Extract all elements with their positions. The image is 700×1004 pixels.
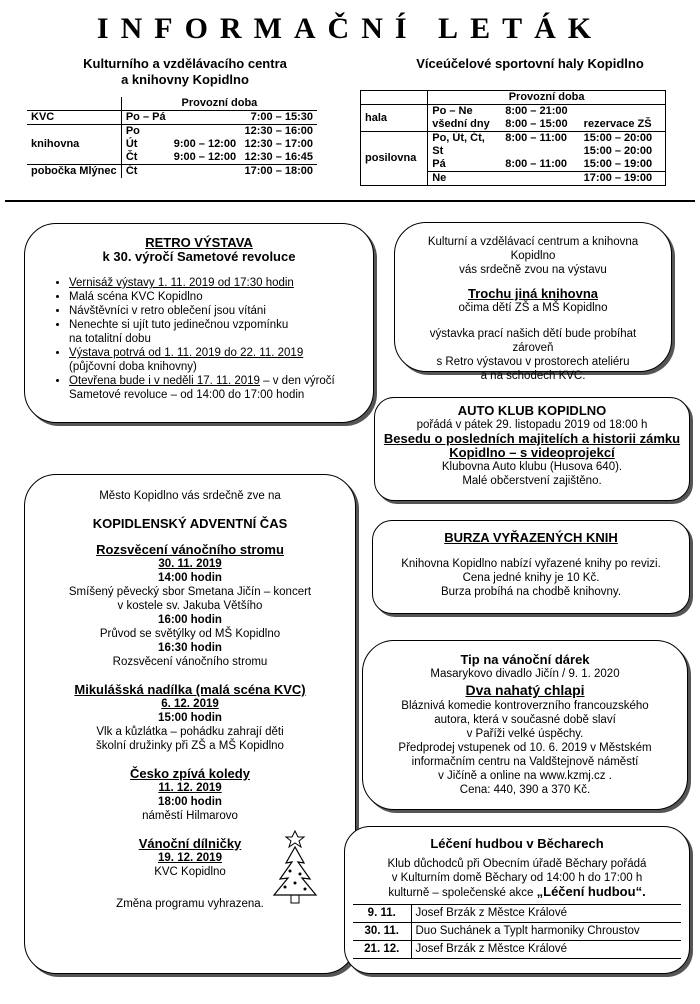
event-desc: náměstí Hilmarovo [142,810,238,822]
knihovna-afternoon: 12:30 – 16:00 [240,125,317,139]
event-time: 14:00 hodin [158,572,222,584]
event-time: 18:00 hodin [158,796,222,808]
becharech-schedule [353,904,681,959]
retro-title: RETRO VÝSTAVA [145,235,253,250]
retro-text: Sametové revoluce – od 14:00 do 17:00 hodin [69,389,305,401]
list-item [69,346,359,374]
becharech-title: Léčení hudbou v Běcharech [430,836,604,851]
retro-text: (půjčovní doba knihovny) [69,361,197,373]
table-row [353,905,681,923]
pobocka-time: 17:00 – 18:00 [240,165,317,179]
row-date: 9. 11. [353,905,411,923]
hall-hours-table [360,90,666,186]
posilovna-days: St [432,145,444,157]
posilovna-afternoon: 17:00 – 19:00 [580,172,666,186]
divider [5,200,695,202]
knihovna-afternoon: 12:30 – 17:00 [244,138,313,150]
hala-days: všední dny [432,118,490,130]
invite-line: výstavka prací našich dětí bude probíhat zároveň [429,328,637,354]
becharech-event-name: „Léčení hudbou“. [536,884,646,899]
knihovna-label: knihovna [27,125,121,165]
posilovna-afternoon: 15:00 – 20:00 [583,145,653,157]
auto-lecture: Besedu o posledních majitelích a historii zámku [383,431,681,446]
tip-show: Dva nahatý chlapi [465,682,585,698]
event-date: 11. 12. 2019 [158,782,222,794]
knihovna-morning: 9:00 – 12:00 [173,138,237,150]
posilovna-afternoon: 15:00 – 20:00 [580,132,666,146]
retro-text: – v den výročí [259,375,335,387]
event-desc: Smíšený pěvecký sbor Smetana Jičín – koncert [68,586,312,598]
tip-line: informačním centru na Valdštejnově náměstí [411,756,639,768]
event-desc: Vlk a kůzlátka – pohádku zahrají děti [96,726,284,738]
list-item: • Malá scéna KVC Kopidlno [69,290,359,304]
hala-time: 8:00 – 21:00 [501,105,579,119]
knihovna-day: Po [121,125,169,139]
hala-time: 8:00 – 15:00 [505,118,568,130]
event-date: 19. 12. 2019 [158,852,222,864]
auto-line: Malé občerstvení zajištěno. [462,475,602,487]
event-title: Mikulášská nadílka (malá scéna KVC) [74,682,306,697]
hall-header: Víceúčelové sportovní haly Kopidlno [416,56,644,71]
event-desc: KVC Kopidlno [154,866,226,878]
gift-tip-box [362,640,688,810]
event-desc: Průvod se světýlky od MŠ Kopidlno [99,628,281,640]
event-desc: školní družinky při ZŠ a MŠ Kopidlno [96,740,284,752]
retro-sunday: Otevřena bude i v neděli 17. 11. 2019 [69,375,260,387]
becharech-line: Klub důchodců při Obecním úřadě Běchary pořádá [387,858,647,870]
pobocka-day: Čt [121,165,169,179]
burza-title: BURZA VYŘAZENÝCH KNIH [444,530,618,545]
list-item [69,276,359,290]
hala-note: rezervace ZŠ [583,118,652,130]
row-performer: Josef Brzák z Městce Králové [411,905,681,923]
invite-line: vás srdečně zvou na výstavu [459,264,607,276]
tip-venue: Masarykovo divadlo Jičín / 9. 1. 2020 [430,668,620,680]
kvc-time: 7:00 – 15:30 [240,111,317,125]
posilovna-afternoon: 15:00 – 19:00 [583,158,653,170]
hala-days: Po – Ne [428,105,502,119]
event-time: 16:00 hodin [158,614,222,626]
invite-sub: očima dětí ZŠ a MŠ Kopidlno [458,302,608,314]
tip-line: Bláznivá komedie kontroverzního francouzského [401,700,649,712]
kvc-header [40,56,330,88]
posilovna-days: Po, Út, Čt, [428,132,502,146]
advent-footer: Změna programu vyhrazena. [116,898,264,910]
hall-col-header: Provozní doba [508,91,585,103]
posilovna-morning: 8:00 – 11:00 [501,132,579,146]
event-title: Rozsvěcení vánočního stromu [96,542,284,557]
kvc-header-line1: Kulturního a vzdělávacího centra [83,56,287,71]
becharech-line: kulturně – společenské akce [388,887,537,899]
table-row [353,941,681,959]
retro-exhibition-box [24,223,374,423]
tip-line: autora, která v současné době slaví [434,714,616,726]
event-time: 15:00 hodin [158,712,222,724]
advent-intro: Město Kopidlno vás srdečně zve na [99,490,281,502]
knihovna-day: Čt [121,151,169,165]
tip-line: Předprodej vstupenek od 10. 6. 2019 v Městském [398,742,652,754]
tip-line: Cena: 440, 390 a 370 Kč. [459,784,591,796]
event-date: 30. 11. 2019 [158,558,222,570]
table-row [353,923,681,941]
posilovna-days: Ne [428,172,502,186]
retro-duration: Výstava potrvá od 1. 11. 2019 do 22. 11. 2019 [69,347,304,359]
posilovna-days: Pá [432,158,446,170]
row-performer: Josef Brzák z Městce Králové [411,941,681,959]
invite-title: Trochu jiná knihovna [467,286,599,301]
invite-line: Kulturní a vzdělávací centrum a knihovna Kopidlno [427,236,639,262]
row-date: 21. 12. [353,941,411,959]
book-sale-box [372,520,690,614]
advent-box [24,474,356,974]
knihovna-afternoon: 12:30 – 16:45 [244,151,313,163]
pobocka-label: pobočka Mlýnec [27,165,121,179]
retro-text: na totalitní dobu [69,333,151,345]
knihovna-morning [170,125,241,139]
burza-line: Burza probíhá na chodbě knihovny. [440,586,622,598]
list-item [69,374,359,402]
posilovna-label: posilovna [361,132,428,186]
knihovna-morning: 9:00 – 12:00 [173,151,237,163]
advent-title: KOPIDLENSKÝ ADVENTNÍ ČAS [92,516,288,531]
kvc-label: KVC [27,111,121,125]
event-title: Vánoční dílničky [138,836,242,851]
burza-line: Knihovna Kopidlno nabízí vyřazené knihy po revizi. [401,558,661,570]
list-item [69,318,359,346]
knihovna-day: Út [121,138,169,151]
list-item: • Návštěvníci v retro oblečení jsou vítáni [69,304,359,318]
event-time: 16:30 hodin [158,642,222,654]
kvc-col-header: Provozní doba [121,97,317,111]
page-title: INFORMAČNÍ LETÁK [96,12,604,45]
invite-line: s Retro výstavou v prostorech ateliéru [436,356,630,368]
music-healing-box [344,826,690,974]
event-title: Česko zpívá koledy [130,766,250,781]
event-desc: Rozsvěcení vánočního stromu [112,656,268,668]
event-date: 6. 12. 2019 [161,698,219,710]
retro-list [69,276,359,402]
posilovna-morning: 8:00 – 11:00 [505,158,568,170]
tip-line: v Paříži velké úspěchy. [466,728,584,740]
christmas-tree-icon [260,827,330,912]
retro-subtitle: k 30. výročí Sametové revoluce [102,249,296,264]
auto-lecture: Kopidlno – s videoprojekcí [449,445,615,460]
retro-vernisaz: Vernisáž výstavy 1. 11. 2019 od 17:30 hodin [69,277,294,289]
hala-label: hala [361,105,428,132]
invite-line: a na schodech KVC. [480,370,586,382]
library-exhibition-box [394,222,672,382]
burza-line: Cena jedné knihy je 10 Kč. [462,572,600,584]
auto-line: Klubovna Auto klubu (Husova 640). [441,461,623,473]
kvc-days: Po – Pá [121,111,169,125]
tip-title: Tip na vánoční dárek [460,652,590,667]
row-date: 30. 11. [353,923,411,941]
tip-line: v Jičíně a online na www.kzmj.cz . [438,770,612,782]
kvc-header-line2: a knihovny Kopidlno [121,72,249,87]
becharech-line: v Kulturním domě Běchary od 14:00 h do 17:00 h [391,872,643,884]
auto-title: AUTO KLUB KOPIDLNO [457,403,607,418]
auto-line: pořádá v pátek 29. listopadu 2019 od 18:00 h [416,419,648,431]
row-performer: Duo Suchánek a Typlt harmoniky Chroustov [411,923,681,941]
auto-club-box [374,397,690,501]
event-desc: v kostele sv. Jakuba Většího [117,600,263,612]
retro-text: Nenechte si ujít tuto jedinečnou vzpomínku [69,319,289,331]
kvc-hours-table [27,97,317,178]
